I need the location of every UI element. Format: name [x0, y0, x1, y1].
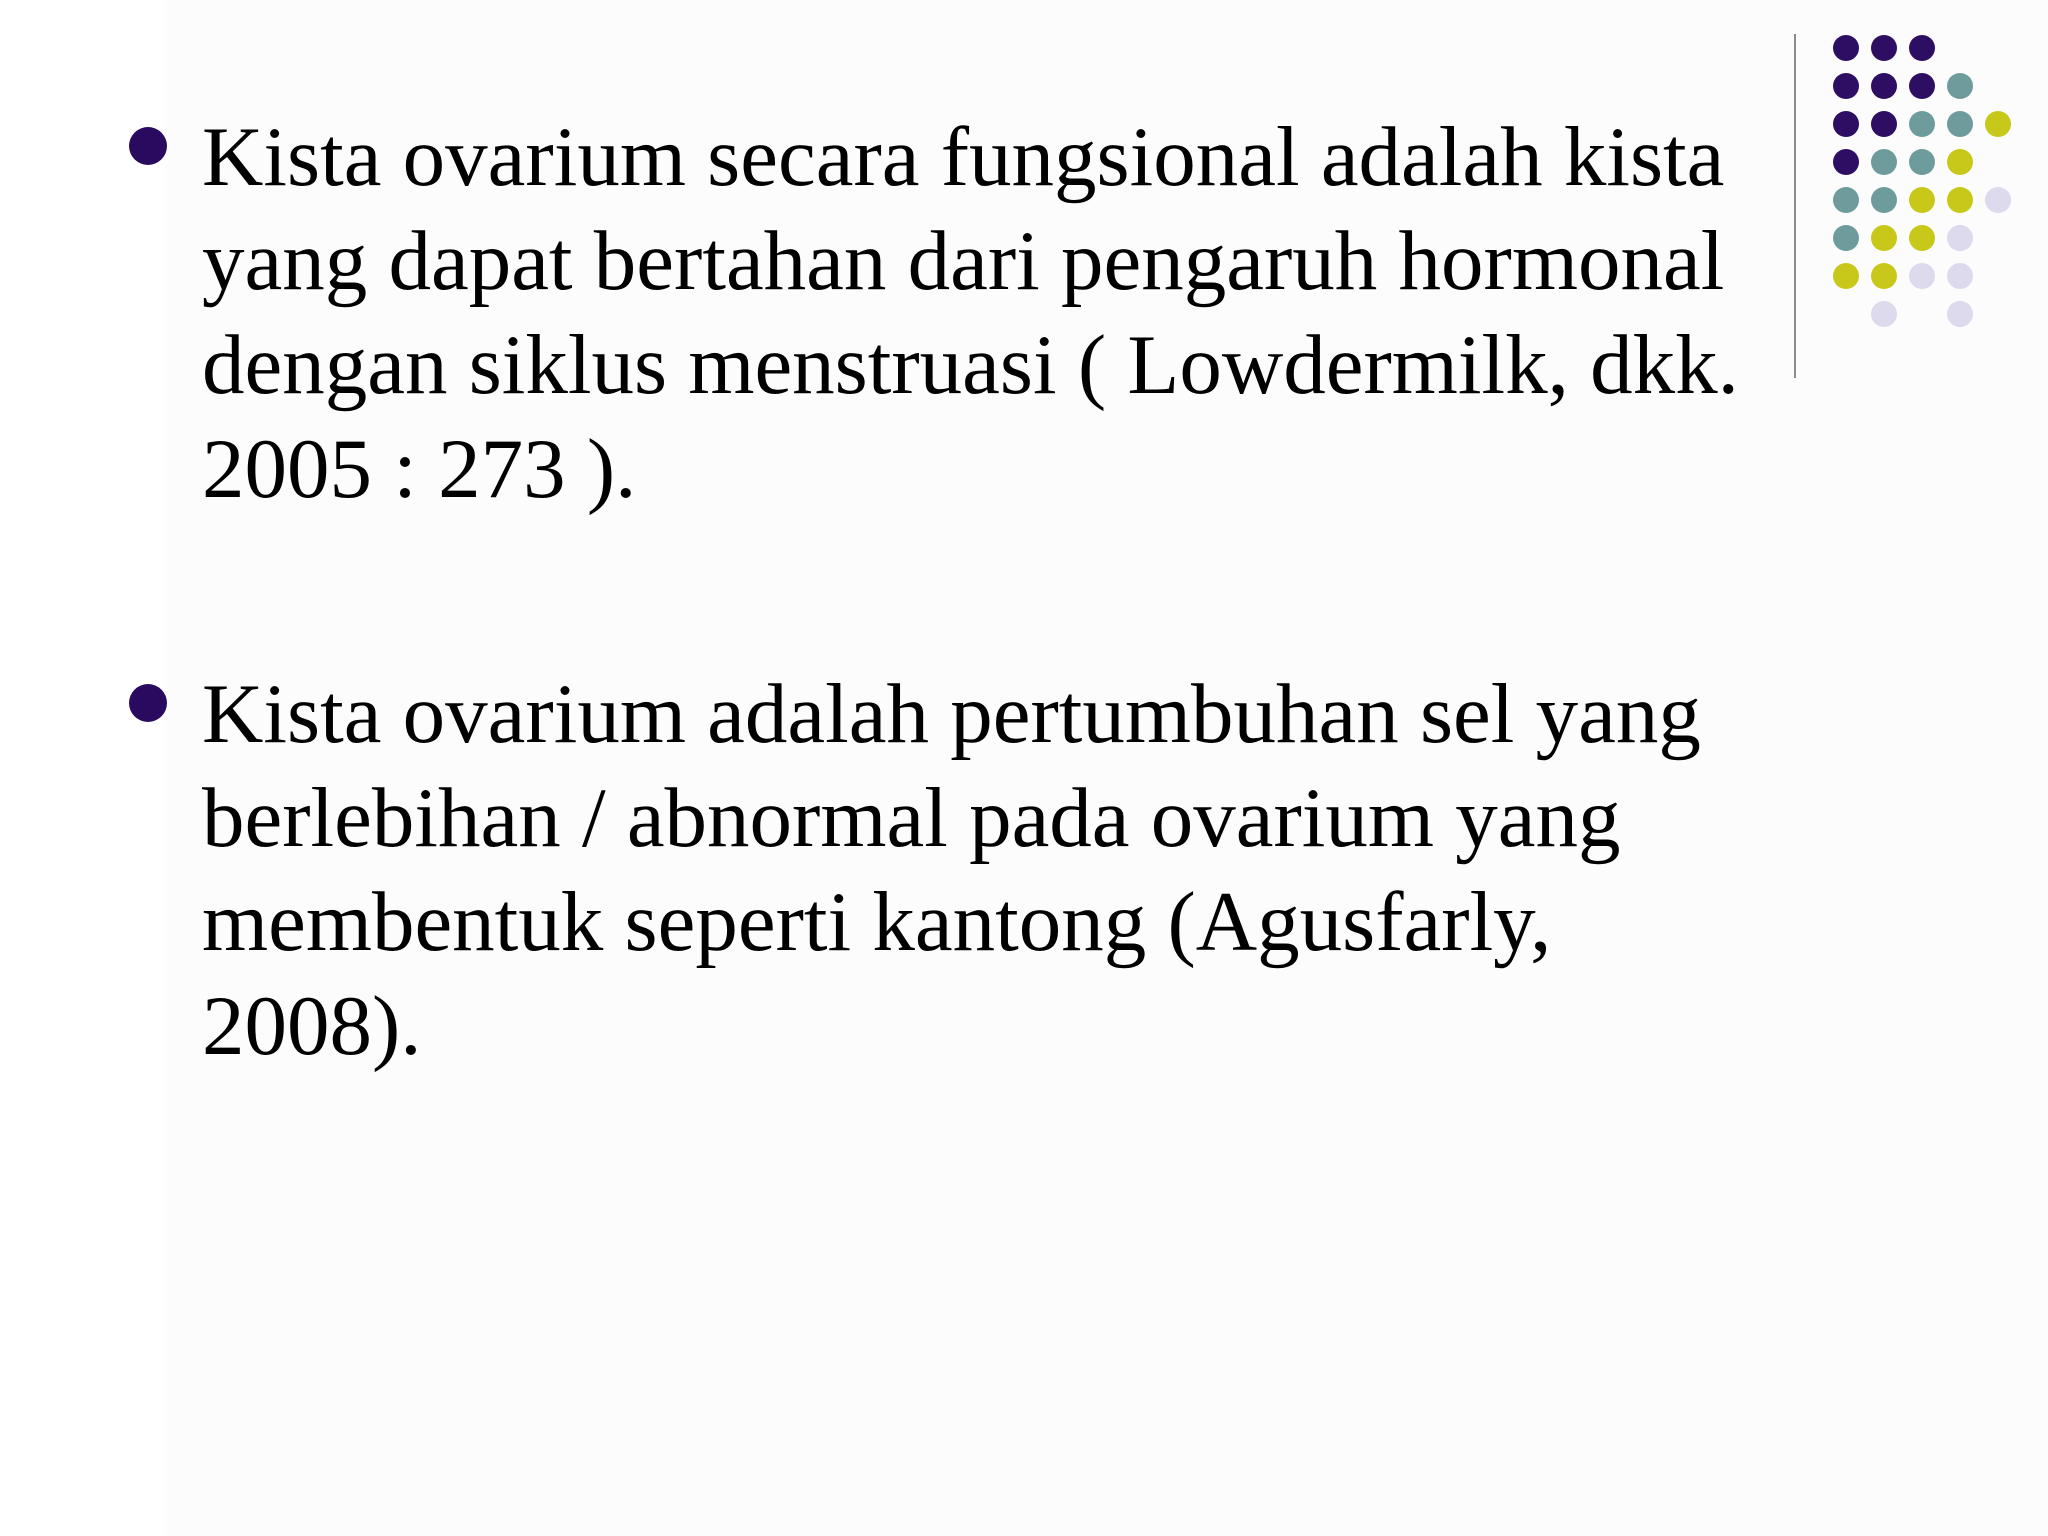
decor-dot-teal — [1833, 187, 1859, 213]
decor-dot-lavender — [1947, 225, 1973, 251]
bullet-dot-icon — [129, 127, 167, 165]
text-line: yang dapat bertahan dari pengaruh hormonal — [202, 214, 1725, 308]
text-line: Kista ovarium adalah pertumbuhan sel yang — [202, 667, 1701, 761]
decor-dot-purple — [1871, 111, 1897, 137]
decor-dot-purple — [1871, 73, 1897, 99]
decor-dot-purple — [1833, 149, 1859, 175]
decor-dot-yellow — [1947, 187, 1973, 213]
decor-dot-lavender — [1947, 301, 1973, 327]
text-line: membentuk seperti kantong (Agusfarly, — [202, 875, 1552, 969]
decor-dot-lavender — [1871, 301, 1897, 327]
text-line: dengan siklus menstruasi ( Lowdermilk, dkk. — [202, 318, 1739, 412]
decor-dot-yellow — [1985, 111, 2011, 137]
decor-dot-purple — [1833, 73, 1859, 99]
decor-dot-lavender — [1985, 187, 2011, 213]
text-line: 2005 : 273 ). — [202, 422, 637, 516]
decor-dot-yellow — [1909, 225, 1935, 251]
decor-dot-lavender — [1947, 263, 1973, 289]
decor-dot-yellow — [1833, 263, 1859, 289]
bullet-text-2 — [202, 662, 1782, 1078]
decor-dot-yellow — [1909, 187, 1935, 213]
decor-dot-purple — [1833, 111, 1859, 137]
text-line: Kista ovarium secara fungsional adalah kista — [202, 110, 1725, 204]
vertical-divider — [1794, 34, 1796, 378]
decor-dot-teal — [1833, 225, 1859, 251]
decor-dot-purple — [1833, 35, 1859, 61]
decor-dot-yellow — [1871, 263, 1897, 289]
decor-dot-teal — [1947, 111, 1973, 137]
decor-dot-teal — [1909, 149, 1935, 175]
text-line: 2008). — [202, 979, 422, 1073]
decor-dot-yellow — [1947, 149, 1973, 175]
decor-dot-yellow — [1871, 225, 1897, 251]
decor-dot-purple — [1909, 35, 1935, 61]
decor-dot-teal — [1871, 149, 1897, 175]
bullet-dot-icon — [129, 684, 167, 722]
text-line: berlebihan / abnormal pada ovarium yang — [202, 771, 1621, 865]
decor-dot-purple — [1909, 73, 1935, 99]
decor-dot-teal — [1909, 111, 1935, 137]
decor-dot-teal — [1947, 73, 1973, 99]
decor-dot-purple — [1871, 35, 1897, 61]
bullet-text-1 — [202, 105, 1782, 521]
decor-dot-teal — [1871, 187, 1897, 213]
decor-dot-lavender — [1909, 263, 1935, 289]
